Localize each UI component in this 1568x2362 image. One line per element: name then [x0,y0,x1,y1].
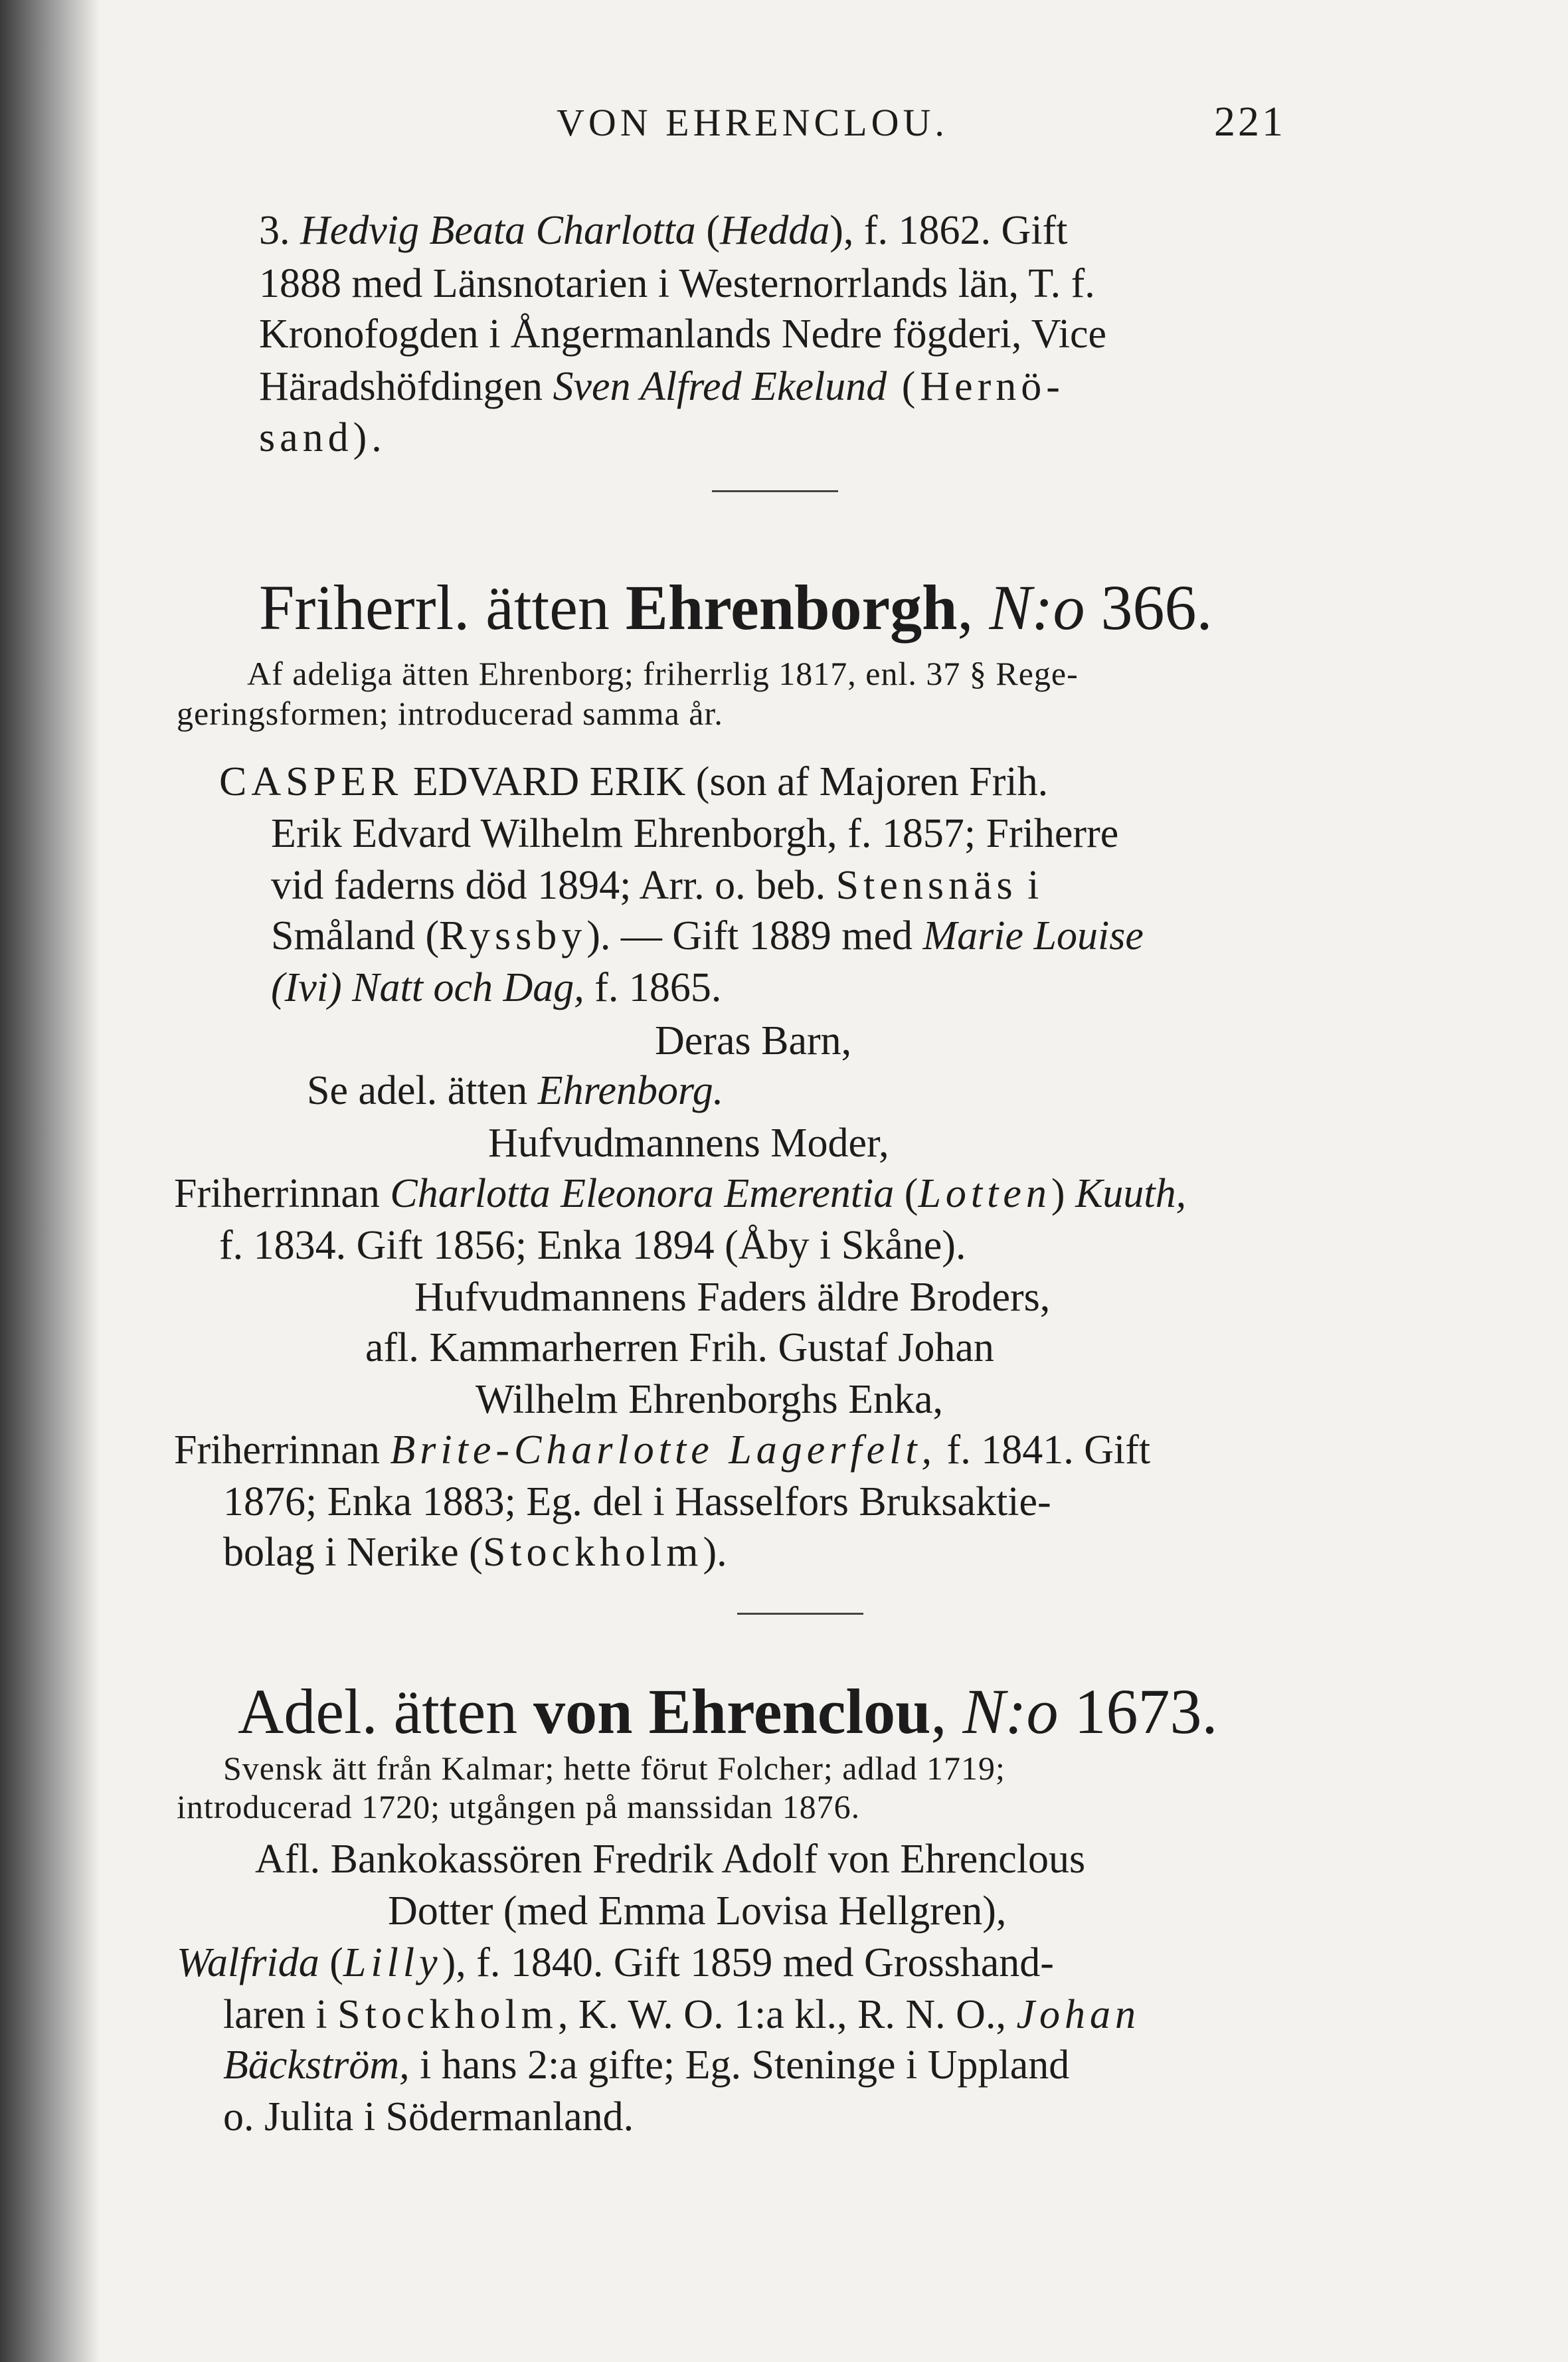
section2-intro-line1: Svensk ätt från Kalmar; hette förut Folcher; adlad 1719; [223,1750,1005,1787]
section-heading-von-ehrenclou: Adel. ätten von Ehrenclou, N:o 1673. [238,1676,1218,1747]
mother-heading: Hufvudmannens Moder, [488,1121,889,1166]
casper-line5: (Ivi) Natt och Dag, f. 1865. [271,965,722,1010]
page-number: 221 [1214,98,1286,145]
mother-line2: Friherrinnan Charlotta Eleonora Emerentia (Lotten) Kuuth, [174,1171,1187,1216]
casper-line1: CASPER EDVARD ERIK (son af Majoren Frih. [219,759,1049,804]
section1-intro-line1: Af adeliga ätten Ehrenborg; friherrlig 1817, enl. 37 § Rege- [247,655,1079,692]
uncle-line6: bolag i Nerike (Stockholm). [223,1530,727,1575]
casper-line2: Erik Edvard Wilhelm Ehrenborgh, f. 1857; Friherre [271,811,1119,856]
entry3-line3: Kronofogden i Ångermanlands Nedre fögderi, Vice [259,312,1107,357]
children-heading: Deras Barn, [655,1018,852,1063]
casper-line3: vid faderns död 1894; Arr. o. beb. Stensnäs i [271,863,1039,908]
walfrida-line3: Walfrida (Lilly), f. 1840. Gift 1859 med Grosshand- [177,1940,1054,1985]
walfrida-line5: Bäckström, i hans 2:a gifte; Eg. Steninge i Uppland [223,2043,1070,2088]
uncle-line5: 1876; Enka 1883; Eg. del i Hasselfors Bruksaktie- [223,1479,1051,1524]
casper-see-reference: Se adel. ätten Ehrenborg. [307,1068,724,1113]
uncle-line2: afl. Kammarherren Frih. Gustaf Johan [365,1325,994,1370]
entry3-line5: sand). [259,415,387,460]
entry3-line1: 3. Hedvig Beata Charlotta (Hedda), f. 1862. Gift [259,208,1068,253]
entry3-line4: Häradshöfdingen Sven Alfred Ekelund (Hernö- [259,364,1065,409]
mother-line3: f. 1834. Gift 1856; Enka 1894 (Åby i Skåne). [219,1223,966,1268]
running-title: VON EHRENCLOU. [557,101,948,144]
section-heading-ehrenborgh: Friherrl. ätten Ehrenborgh, N:o 366. [259,572,1213,643]
casper-line4: Småland (Ryssby). — Gift 1889 med Marie Louise [271,913,1144,958]
walfrida-line6: o. Julita i Södermanland. [223,2094,634,2139]
section1-intro-line2: geringsformen; introducerad samma år. [177,695,723,732]
section-divider-2 [737,1613,863,1615]
section2-intro-line2: introducerad 1720; utgången på manssidan 1876. [177,1788,861,1825]
walfrida-line2: Dotter (med Emma Lovisa Hellgren), [388,1888,1007,1934]
uncle-heading: Hufvudmannens Faders äldre Broders, [414,1275,1051,1320]
walfrida-line4: laren i Stockholm, K. W. O. 1:a kl., R. N. O., Johan [223,1992,1140,2037]
entry3-line2: 1888 med Länsnotarien i Westernorrlands län, T. f. [259,261,1095,306]
walfrida-line1: Afl. Bankokassören Fredrik Adolf von Ehrenclous [255,1837,1086,1882]
uncle-line3: Wilhelm Ehrenborghs Enka, [476,1377,944,1422]
section-divider [712,490,838,492]
uncle-line4: Friherrinnan Brite-Charlotte Lagerfelt, f. 1841. Gift [174,1427,1151,1473]
